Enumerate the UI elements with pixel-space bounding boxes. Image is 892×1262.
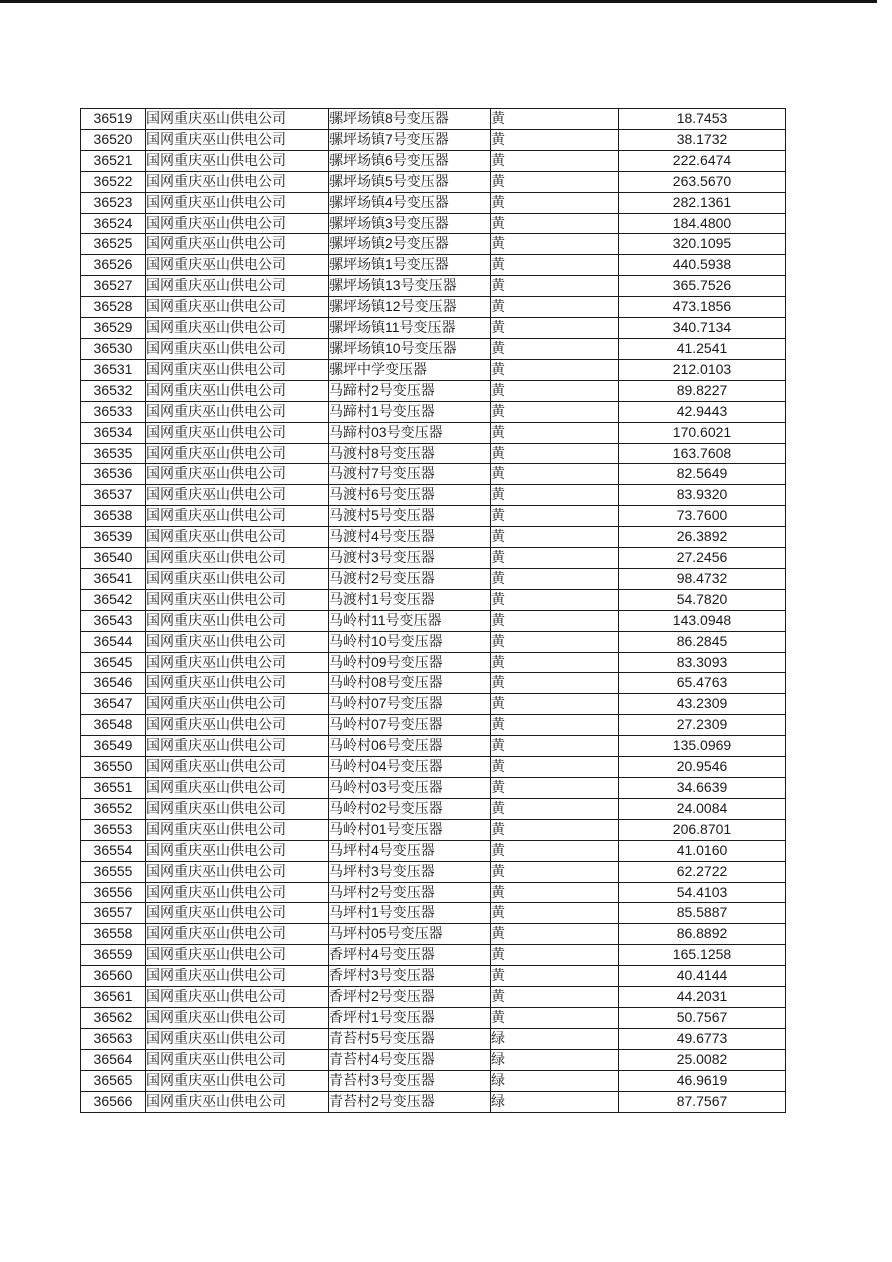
- table-row: [81, 109, 786, 130]
- cell-value: 222.6474: [619, 150, 786, 171]
- cell-value: 24.0084: [619, 798, 786, 819]
- table-row: [81, 527, 786, 548]
- cell-record-id: 36553: [81, 819, 146, 840]
- cell-transformer-name: 青苔村3号变压器: [329, 1070, 491, 1091]
- cell-record-id: 36539: [81, 527, 146, 548]
- cell-value: 25.0082: [619, 1049, 786, 1070]
- cell-status-flag: 黄: [491, 548, 619, 569]
- table-row: [81, 945, 786, 966]
- cell-transformer-name: 骡坪场镇8号变压器: [329, 109, 491, 130]
- cell-value: 212.0103: [619, 359, 786, 380]
- cell-transformer-name: 骡坪场镇10号变压器: [329, 338, 491, 359]
- cell-transformer-name: 香坪村2号变压器: [329, 987, 491, 1008]
- table-row: [81, 485, 786, 506]
- cell-status-flag: 黄: [491, 213, 619, 234]
- cell-status-flag: 黄: [491, 903, 619, 924]
- cell-transformer-name: 马坪村1号变压器: [329, 903, 491, 924]
- cell-record-id: 36520: [81, 129, 146, 150]
- cell-transformer-name: 马坪村3号变压器: [329, 861, 491, 882]
- cell-company: 国网重庆巫山供电公司: [146, 527, 329, 548]
- table-row: [81, 589, 786, 610]
- cell-status-flag: 黄: [491, 527, 619, 548]
- cell-transformer-name: 马蹄村03号变压器: [329, 422, 491, 443]
- cell-transformer-name: 骡坪场镇6号变压器: [329, 150, 491, 171]
- cell-value: 89.8227: [619, 380, 786, 401]
- cell-value: 340.7134: [619, 318, 786, 339]
- cell-company: 国网重庆巫山供电公司: [146, 568, 329, 589]
- cell-transformer-name: 马岭村07号变压器: [329, 715, 491, 736]
- cell-company: 国网重庆巫山供电公司: [146, 715, 329, 736]
- cell-transformer-name: 骡坪场镇4号变压器: [329, 192, 491, 213]
- cell-company: 国网重庆巫山供电公司: [146, 171, 329, 192]
- cell-record-id: 36534: [81, 422, 146, 443]
- cell-transformer-name: 马渡村1号变压器: [329, 589, 491, 610]
- table-sheet: [80, 108, 786, 1113]
- cell-value: 34.6639: [619, 778, 786, 799]
- cell-status-flag: 黄: [491, 380, 619, 401]
- cell-status-flag: 黄: [491, 338, 619, 359]
- cell-company: 国网重庆巫山供电公司: [146, 861, 329, 882]
- cell-record-id: 36533: [81, 401, 146, 422]
- cell-status-flag: 黄: [491, 924, 619, 945]
- cell-transformer-name: 马岭村07号变压器: [329, 694, 491, 715]
- cell-status-flag: 黄: [491, 297, 619, 318]
- cell-status-flag: 绿: [491, 1028, 619, 1049]
- cell-company: 国网重庆巫山供电公司: [146, 1007, 329, 1028]
- cell-status-flag: 黄: [491, 673, 619, 694]
- cell-company: 国网重庆巫山供电公司: [146, 255, 329, 276]
- cell-transformer-name: 马岭村02号变压器: [329, 798, 491, 819]
- cell-record-id: 36546: [81, 673, 146, 694]
- cell-transformer-name: 马蹄村1号变压器: [329, 401, 491, 422]
- cell-company: 国网重庆巫山供电公司: [146, 589, 329, 610]
- cell-transformer-name: 香坪村3号变压器: [329, 966, 491, 987]
- table-row: [81, 966, 786, 987]
- cell-value: 54.4103: [619, 882, 786, 903]
- cell-company: 国网重庆巫山供电公司: [146, 924, 329, 945]
- cell-transformer-name: 马坪村4号变压器: [329, 840, 491, 861]
- table-body: [81, 109, 786, 1113]
- cell-transformer-name: 青苔村4号变压器: [329, 1049, 491, 1070]
- cell-record-id: 36554: [81, 840, 146, 861]
- cell-company: 国网重庆巫山供电公司: [146, 548, 329, 569]
- cell-company: 国网重庆巫山供电公司: [146, 798, 329, 819]
- table-row: [81, 192, 786, 213]
- cell-company: 国网重庆巫山供电公司: [146, 506, 329, 527]
- cell-record-id: 36541: [81, 568, 146, 589]
- cell-status-flag: 黄: [491, 464, 619, 485]
- cell-value: 440.5938: [619, 255, 786, 276]
- cell-record-id: 36562: [81, 1007, 146, 1028]
- table-row: [81, 338, 786, 359]
- cell-company: 国网重庆巫山供电公司: [146, 318, 329, 339]
- cell-company: 国网重庆巫山供电公司: [146, 652, 329, 673]
- cell-company: 国网重庆巫山供电公司: [146, 1070, 329, 1091]
- cell-value: 50.7567: [619, 1007, 786, 1028]
- cell-status-flag: 绿: [491, 1091, 619, 1112]
- cell-status-flag: 黄: [491, 589, 619, 610]
- cell-company: 国网重庆巫山供电公司: [146, 338, 329, 359]
- cell-value: 20.9546: [619, 757, 786, 778]
- table-row: [81, 150, 786, 171]
- cell-record-id: 36531: [81, 359, 146, 380]
- cell-transformer-name: 青苔村2号变压器: [329, 1091, 491, 1112]
- table-row: [81, 464, 786, 485]
- table-row: [81, 548, 786, 569]
- table-row: [81, 234, 786, 255]
- cell-record-id: 36556: [81, 882, 146, 903]
- cell-status-flag: 黄: [491, 171, 619, 192]
- cell-record-id: 36564: [81, 1049, 146, 1070]
- cell-value: 46.9619: [619, 1070, 786, 1091]
- cell-record-id: 36543: [81, 610, 146, 631]
- cell-transformer-name: 马岭村06号变压器: [329, 736, 491, 757]
- cell-status-flag: 黄: [491, 715, 619, 736]
- cell-value: 49.6773: [619, 1028, 786, 1049]
- cell-company: 国网重庆巫山供电公司: [146, 1028, 329, 1049]
- cell-company: 国网重庆巫山供电公司: [146, 213, 329, 234]
- cell-record-id: 36544: [81, 631, 146, 652]
- table-row: [81, 1028, 786, 1049]
- table-row: [81, 422, 786, 443]
- cell-record-id: 36532: [81, 380, 146, 401]
- cell-value: 86.8892: [619, 924, 786, 945]
- cell-record-id: 36526: [81, 255, 146, 276]
- cell-value: 40.4144: [619, 966, 786, 987]
- cell-record-id: 36521: [81, 150, 146, 171]
- cell-status-flag: 黄: [491, 234, 619, 255]
- table-row: [81, 673, 786, 694]
- cell-status-flag: 绿: [491, 1070, 619, 1091]
- cell-value: 27.2456: [619, 548, 786, 569]
- cell-company: 国网重庆巫山供电公司: [146, 401, 329, 422]
- table-row: [81, 757, 786, 778]
- table-row: [81, 129, 786, 150]
- cell-company: 国网重庆巫山供电公司: [146, 485, 329, 506]
- cell-record-id: 36563: [81, 1028, 146, 1049]
- cell-record-id: 36551: [81, 778, 146, 799]
- cell-company: 国网重庆巫山供电公司: [146, 757, 329, 778]
- cell-status-flag: 黄: [491, 840, 619, 861]
- cell-transformer-name: 马渡村2号变压器: [329, 568, 491, 589]
- table-row: [81, 631, 786, 652]
- cell-transformer-name: 马岭村04号变压器: [329, 757, 491, 778]
- cell-value: 82.5649: [619, 464, 786, 485]
- cell-company: 国网重庆巫山供电公司: [146, 903, 329, 924]
- table-row: [81, 276, 786, 297]
- cell-transformer-name: 骡坪场镇11号变压器: [329, 318, 491, 339]
- cell-value: 44.2031: [619, 987, 786, 1008]
- cell-status-flag: 黄: [491, 1007, 619, 1028]
- cell-record-id: 36530: [81, 338, 146, 359]
- cell-transformer-name: 马蹄村2号变压器: [329, 380, 491, 401]
- cell-value: 365.7526: [619, 276, 786, 297]
- table-row: [81, 819, 786, 840]
- cell-company: 国网重庆巫山供电公司: [146, 109, 329, 130]
- table-row: [81, 903, 786, 924]
- cell-company: 国网重庆巫山供电公司: [146, 987, 329, 1008]
- cell-transformer-name: 青苔村5号变压器: [329, 1028, 491, 1049]
- cell-company: 国网重庆巫山供电公司: [146, 422, 329, 443]
- cell-company: 国网重庆巫山供电公司: [146, 276, 329, 297]
- cell-status-flag: 黄: [491, 129, 619, 150]
- cell-transformer-name: 马岭村01号变压器: [329, 819, 491, 840]
- cell-company: 国网重庆巫山供电公司: [146, 736, 329, 757]
- cell-value: 41.2541: [619, 338, 786, 359]
- cell-company: 国网重庆巫山供电公司: [146, 150, 329, 171]
- cell-value: 18.7453: [619, 109, 786, 130]
- cell-transformer-name: 马渡村5号变压器: [329, 506, 491, 527]
- table-row: [81, 568, 786, 589]
- cell-status-flag: 黄: [491, 568, 619, 589]
- cell-status-flag: 黄: [491, 945, 619, 966]
- table-row: [81, 318, 786, 339]
- cell-transformer-name: 马渡村6号变压器: [329, 485, 491, 506]
- cell-transformer-name: 骡坪场镇3号变压器: [329, 213, 491, 234]
- cell-record-id: 36545: [81, 652, 146, 673]
- cell-value: 43.2309: [619, 694, 786, 715]
- cell-record-id: 36536: [81, 464, 146, 485]
- cell-status-flag: 黄: [491, 276, 619, 297]
- cell-value: 42.9443: [619, 401, 786, 422]
- cell-record-id: 36528: [81, 297, 146, 318]
- cell-status-flag: 黄: [491, 736, 619, 757]
- cell-transformer-name: 马岭村03号变压器: [329, 778, 491, 799]
- table-row: [81, 778, 786, 799]
- cell-status-flag: 黄: [491, 192, 619, 213]
- cell-company: 国网重庆巫山供电公司: [146, 359, 329, 380]
- cell-transformer-name: 骡坪场镇7号变压器: [329, 129, 491, 150]
- cell-status-flag: 黄: [491, 506, 619, 527]
- cell-status-flag: 黄: [491, 778, 619, 799]
- cell-company: 国网重庆巫山供电公司: [146, 380, 329, 401]
- cell-record-id: 36547: [81, 694, 146, 715]
- table-row: [81, 255, 786, 276]
- cell-transformer-name: 马渡村4号变压器: [329, 527, 491, 548]
- cell-status-flag: 黄: [491, 443, 619, 464]
- cell-value: 206.8701: [619, 819, 786, 840]
- transformer-table: [80, 108, 786, 1113]
- cell-status-flag: 黄: [491, 882, 619, 903]
- cell-value: 83.9320: [619, 485, 786, 506]
- cell-status-flag: 黄: [491, 819, 619, 840]
- cell-value: 320.1095: [619, 234, 786, 255]
- cell-company: 国网重庆巫山供电公司: [146, 694, 329, 715]
- cell-record-id: 36548: [81, 715, 146, 736]
- cell-transformer-name: 骡坪场镇1号变压器: [329, 255, 491, 276]
- cell-value: 165.1258: [619, 945, 786, 966]
- cell-record-id: 36537: [81, 485, 146, 506]
- cell-record-id: 36535: [81, 443, 146, 464]
- cell-value: 86.2845: [619, 631, 786, 652]
- cell-transformer-name: 马渡村8号变压器: [329, 443, 491, 464]
- cell-transformer-name: 马坪村05号变压器: [329, 924, 491, 945]
- cell-value: 184.4800: [619, 213, 786, 234]
- cell-transformer-name: 马坪村2号变压器: [329, 882, 491, 903]
- cell-company: 国网重庆巫山供电公司: [146, 192, 329, 213]
- cell-status-flag: 黄: [491, 966, 619, 987]
- cell-transformer-name: 骡坪场镇12号变压器: [329, 297, 491, 318]
- cell-company: 国网重庆巫山供电公司: [146, 129, 329, 150]
- cell-status-flag: 黄: [491, 798, 619, 819]
- cell-record-id: 36540: [81, 548, 146, 569]
- cell-value: 170.6021: [619, 422, 786, 443]
- cell-value: 143.0948: [619, 610, 786, 631]
- cell-record-id: 36529: [81, 318, 146, 339]
- cell-status-flag: 黄: [491, 318, 619, 339]
- cell-company: 国网重庆巫山供电公司: [146, 945, 329, 966]
- cell-transformer-name: 马渡村7号变压器: [329, 464, 491, 485]
- cell-value: 282.1361: [619, 192, 786, 213]
- table-row: [81, 924, 786, 945]
- cell-company: 国网重庆巫山供电公司: [146, 966, 329, 987]
- cell-status-flag: 黄: [491, 109, 619, 130]
- cell-company: 国网重庆巫山供电公司: [146, 882, 329, 903]
- table-row: [81, 882, 786, 903]
- table-row: [81, 359, 786, 380]
- cell-transformer-name: 马渡村3号变压器: [329, 548, 491, 569]
- cell-transformer-name: 马岭村08号变压器: [329, 673, 491, 694]
- cell-value: 62.2722: [619, 861, 786, 882]
- cell-company: 国网重庆巫山供电公司: [146, 778, 329, 799]
- table-row: [81, 987, 786, 1008]
- cell-company: 国网重庆巫山供电公司: [146, 234, 329, 255]
- cell-value: 87.7567: [619, 1091, 786, 1112]
- cell-record-id: 36549: [81, 736, 146, 757]
- cell-status-flag: 黄: [491, 987, 619, 1008]
- table-row: [81, 401, 786, 422]
- cell-value: 41.0160: [619, 840, 786, 861]
- cell-status-flag: 黄: [491, 485, 619, 506]
- cell-record-id: 36557: [81, 903, 146, 924]
- cell-status-flag: 黄: [491, 861, 619, 882]
- cell-record-id: 36527: [81, 276, 146, 297]
- cell-record-id: 36522: [81, 171, 146, 192]
- table-row: [81, 1007, 786, 1028]
- cell-record-id: 36542: [81, 589, 146, 610]
- cell-status-flag: 黄: [491, 610, 619, 631]
- cell-record-id: 36555: [81, 861, 146, 882]
- cell-status-flag: 黄: [491, 255, 619, 276]
- cell-record-id: 36519: [81, 109, 146, 130]
- table-row: [81, 443, 786, 464]
- cell-value: 54.7820: [619, 589, 786, 610]
- table-row: [81, 652, 786, 673]
- cell-value: 85.5887: [619, 903, 786, 924]
- cell-value: 83.3093: [619, 652, 786, 673]
- table-row: [81, 861, 786, 882]
- cell-record-id: 36550: [81, 757, 146, 778]
- cell-transformer-name: 骡坪场镇5号变压器: [329, 171, 491, 192]
- cell-status-flag: 绿: [491, 1049, 619, 1070]
- cell-transformer-name: 香坪村4号变压器: [329, 945, 491, 966]
- cell-company: 国网重庆巫山供电公司: [146, 1049, 329, 1070]
- cell-record-id: 36565: [81, 1070, 146, 1091]
- cell-record-id: 36524: [81, 213, 146, 234]
- table-row: [81, 1091, 786, 1112]
- table-row: [81, 171, 786, 192]
- cell-transformer-name: 马岭村09号变压器: [329, 652, 491, 673]
- table-row: [81, 694, 786, 715]
- cell-record-id: 36558: [81, 924, 146, 945]
- cell-company: 国网重庆巫山供电公司: [146, 297, 329, 318]
- scan-artifact-top-bar: [0, 0, 877, 3]
- cell-value: 65.4763: [619, 673, 786, 694]
- cell-record-id: 36566: [81, 1091, 146, 1112]
- table-row: [81, 715, 786, 736]
- table-row: [81, 1049, 786, 1070]
- cell-value: 263.5670: [619, 171, 786, 192]
- cell-company: 国网重庆巫山供电公司: [146, 631, 329, 652]
- cell-company: 国网重庆巫山供电公司: [146, 1091, 329, 1112]
- cell-record-id: 36560: [81, 966, 146, 987]
- cell-status-flag: 黄: [491, 631, 619, 652]
- table-row: [81, 297, 786, 318]
- cell-record-id: 36552: [81, 798, 146, 819]
- cell-company: 国网重庆巫山供电公司: [146, 464, 329, 485]
- cell-transformer-name: 马岭村10号变压器: [329, 631, 491, 652]
- cell-company: 国网重庆巫山供电公司: [146, 819, 329, 840]
- cell-value: 26.3892: [619, 527, 786, 548]
- cell-company: 国网重庆巫山供电公司: [146, 610, 329, 631]
- table-row: [81, 506, 786, 527]
- cell-value: 73.7600: [619, 506, 786, 527]
- table-row: [81, 213, 786, 234]
- table-row: [81, 380, 786, 401]
- cell-value: 473.1856: [619, 297, 786, 318]
- cell-status-flag: 黄: [491, 757, 619, 778]
- cell-value: 27.2309: [619, 715, 786, 736]
- cell-value: 163.7608: [619, 443, 786, 464]
- table-row: [81, 798, 786, 819]
- cell-record-id: 36538: [81, 506, 146, 527]
- cell-status-flag: 黄: [491, 652, 619, 673]
- cell-status-flag: 黄: [491, 694, 619, 715]
- cell-company: 国网重庆巫山供电公司: [146, 840, 329, 861]
- cell-status-flag: 黄: [491, 422, 619, 443]
- table-row: [81, 1070, 786, 1091]
- table-row: [81, 736, 786, 757]
- cell-status-flag: 黄: [491, 359, 619, 380]
- cell-company: 国网重庆巫山供电公司: [146, 673, 329, 694]
- cell-status-flag: 黄: [491, 401, 619, 422]
- cell-value: 38.1732: [619, 129, 786, 150]
- table-row: [81, 840, 786, 861]
- cell-record-id: 36559: [81, 945, 146, 966]
- table-row: [81, 610, 786, 631]
- cell-record-id: 36523: [81, 192, 146, 213]
- cell-record-id: 36525: [81, 234, 146, 255]
- cell-transformer-name: 香坪村1号变压器: [329, 1007, 491, 1028]
- cell-transformer-name: 马岭村11号变压器: [329, 610, 491, 631]
- cell-transformer-name: 骡坪中学变压器: [329, 359, 491, 380]
- cell-value: 98.4732: [619, 568, 786, 589]
- cell-value: 135.0969: [619, 736, 786, 757]
- cell-status-flag: 黄: [491, 150, 619, 171]
- cell-company: 国网重庆巫山供电公司: [146, 443, 329, 464]
- cell-transformer-name: 骡坪场镇2号变压器: [329, 234, 491, 255]
- cell-record-id: 36561: [81, 987, 146, 1008]
- cell-transformer-name: 骡坪场镇13号变压器: [329, 276, 491, 297]
